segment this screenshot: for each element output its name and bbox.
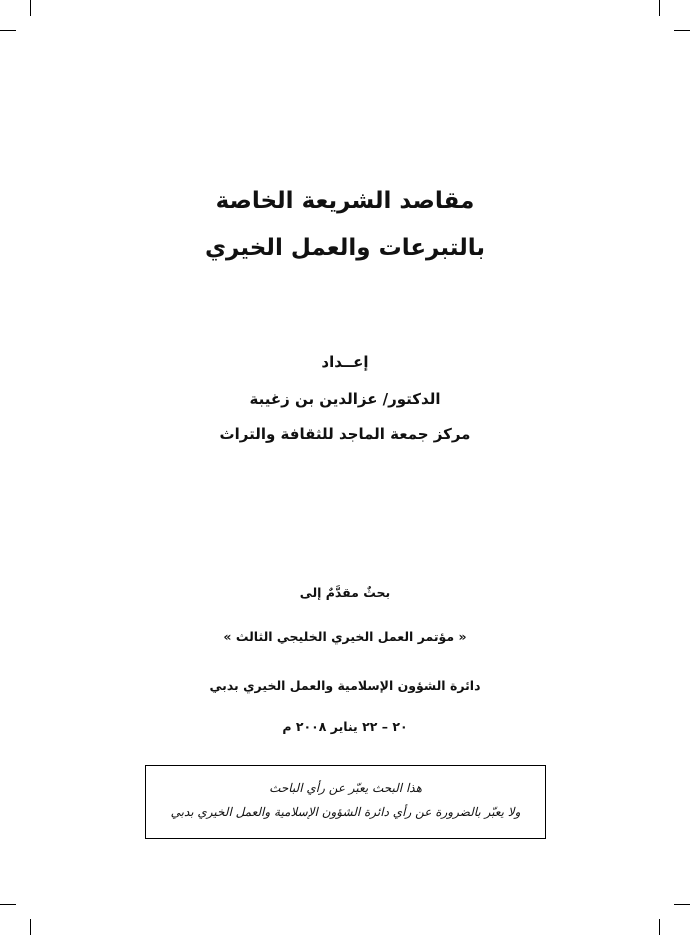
crop-mark-bottom-left-horizontal <box>0 904 16 905</box>
disclaimer-line-2: ولا يعبّر بالضرورة عن رأي دائرة الشؤون الإسلامية والعمل الخيري بدبي <box>170 805 521 819</box>
author-name: الدكتور/ عزالدين بن زغيبة <box>249 390 441 408</box>
organizer-name: دائرة الشؤون الإسلامية والعمل الخيري بدبي <box>209 678 481 693</box>
author-affiliation: مركز جمعة الماجد للثقافة والتراث <box>219 425 471 443</box>
title-line-2: بالتبرعات والعمل الخيري <box>204 235 486 261</box>
presented-to-label: بحثٌ مقدَّمٌ إلى <box>299 585 391 600</box>
title-line-1: مقاصد الشريعة الخاصة <box>215 188 475 214</box>
prepared-by-label: إعــداد <box>321 353 369 371</box>
crop-mark-top-right-horizontal <box>674 30 690 31</box>
disclaimer-line-1: هذا البحث يعبّر عن رأي الباحث <box>269 781 422 795</box>
disclaimer-box <box>145 765 546 839</box>
crop-mark-top-right-vertical <box>659 0 660 16</box>
crop-mark-top-left-horizontal <box>0 30 16 31</box>
crop-mark-top-left-vertical <box>30 0 31 16</box>
crop-mark-bottom-right-vertical <box>659 919 660 935</box>
conference-dates: ٢٠ – ٢٢ يناير ٢٠٠٨ م <box>282 719 408 734</box>
conference-name: « مؤتمر العمل الخيري الخليجي الثالث » <box>223 629 467 644</box>
crop-mark-bottom-left-vertical <box>30 919 31 935</box>
crop-mark-bottom-right-horizontal <box>674 904 690 905</box>
